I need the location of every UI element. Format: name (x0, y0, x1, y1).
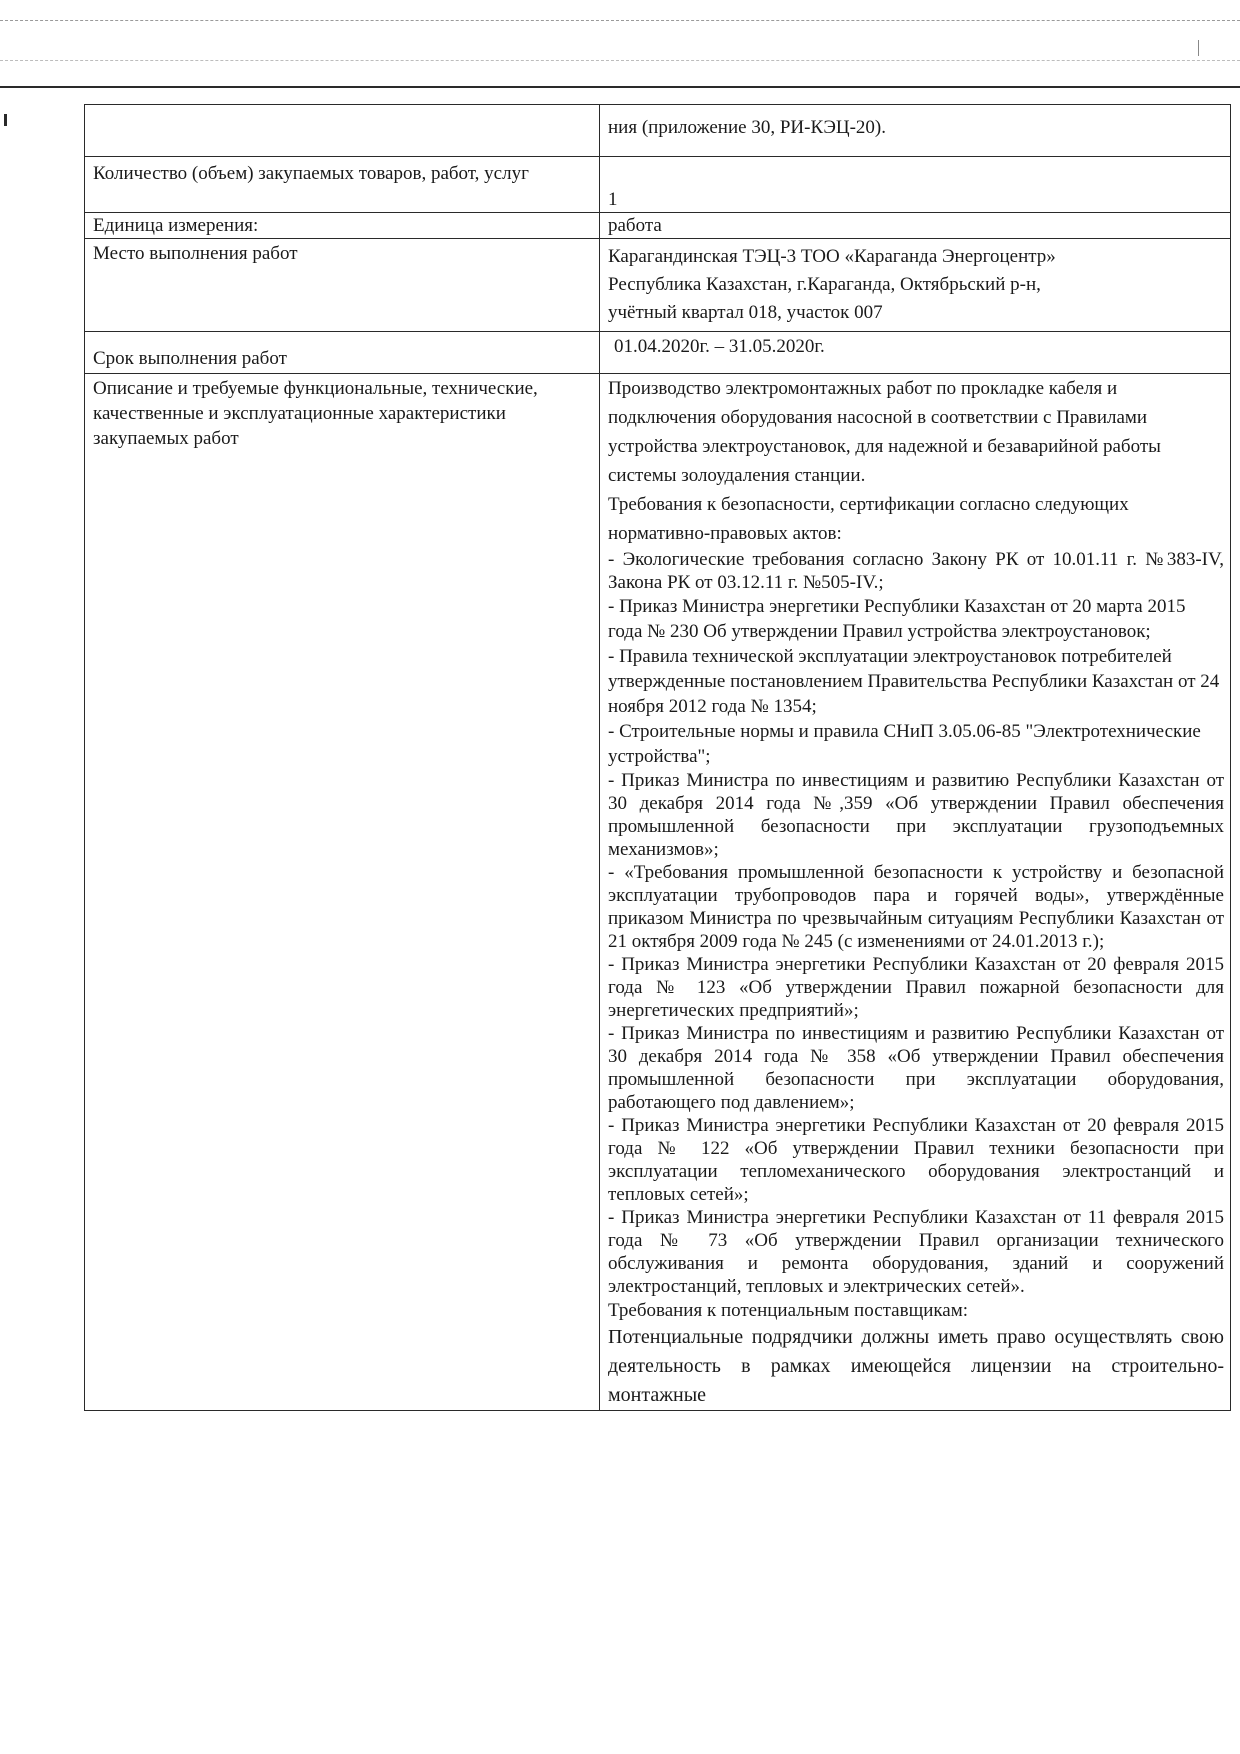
description-paragraph: Производство электромонтажных работ по прокладке кабеля и подключения оборудования насосной в соответствии с Правилами устройства электроустановок, для надежной и безаварийной работы системы золоудаления станции. (608, 378, 1161, 486)
description-paragraph: - Строительные нормы и правила СНиП 3.05.06-85 "Электротехнические устройства"; (608, 721, 1201, 767)
description-paragraph: - Приказ Министра по инвестициям и развитию Республики Казахстан от 30 декабря 2014 года № 358 «Об утверждении Правил обеспечения промышленной безопасности при эксплуатации оборудования, работающего под давлением»; (608, 1023, 1224, 1113)
row-label: Срок выполнения работ (85, 332, 600, 374)
row-value: 01.04.2020г. – 31.05.2020г. (600, 332, 1231, 374)
scan-mark (1198, 40, 1199, 56)
row-label: Единица измерения: (85, 213, 600, 239)
description-value (600, 374, 1231, 1411)
row-label (85, 105, 600, 157)
page-top-rule (0, 86, 1240, 88)
row-value: ния (приложение 30, РИ-КЭЦ-20). (600, 105, 1231, 157)
description-paragraph: - Экологические требования согласно Закону РК от 10.01.11 г. №383-IV, Закона РК от 03.12.11 г. №505-IV.; (608, 549, 1224, 593)
description-paragraph: - Приказ Министра энергетики Республики Казахстан от 20 марта 2015 года № 230 Об утверждении Правил устройства электроустановок; (608, 596, 1186, 642)
scan-edge-line (0, 20, 1240, 21)
scan-edge-line (0, 60, 1240, 61)
description-paragraph: - Приказ Министра энергетики Республики Казахстан от 20 февраля 2015 года № 123 «Об утверждении Правил пожарной безопасности для энергетических предприятий»; (608, 954, 1224, 1021)
row-label: Описание и требуемые функциональные, технические, качественные и эксплуатационные характеристики закупаемых работ (85, 374, 600, 1411)
description-paragraph: Требования к потенциальным поставщикам: (608, 1300, 969, 1321)
table-row (85, 213, 1231, 239)
table-row (85, 332, 1231, 374)
scan-mark (4, 114, 7, 126)
description-paragraph: - «Требования промышленной безопасности к устройству и безопасной эксплуатации трубопроводов пара и горячей воды», утверждённые приказом Министра по чрезвычайным ситуациям Республики Казахстан от 21 октября 2009 года № 245 (с изменениями от 24.01.2013 г.); (608, 862, 1224, 952)
place-line: Республика Казахстан, г.Караганда, Октябрьский р-н, (608, 274, 1041, 295)
place-line: учётный квартал 018, участок 007 (608, 302, 883, 323)
row-label: Место выполнения работ (85, 239, 600, 332)
row-value: работа (600, 213, 1231, 239)
description-paragraph: - Правила технической эксплуатации электроустановок потребителей утвержденные постановлением Правительства Республики Казахстан от 24 ноября 2012 года № 1354; (608, 646, 1220, 717)
row-label: Количество (объем) закупаемых товаров, работ, услуг (85, 157, 600, 213)
row-value (600, 239, 1231, 332)
row-value: 1 (600, 157, 1231, 213)
table-row (85, 374, 1231, 1411)
description-paragraph: - Приказ Министра энергетики Республики Казахстан от 11 февраля 2015 года № 73 «Об утверждении Правил организации технического обслуживания и ремонта оборудования, зданий и сооружений электростанций, тепловых и электрических сетей». (608, 1207, 1224, 1297)
table-row (85, 105, 1231, 157)
place-line: Карагандинская ТЭЦ-3 ТОО «Караганда Энергоцентр» (608, 246, 1056, 267)
description-paragraph: - Приказ Министра энергетики Республики Казахстан от 20 февраля 2015 года № 122 «Об утверждении Правил техники безопасности при эксплуатации тепломеханического оборудования электростанций и тепловых сетей»; (608, 1115, 1224, 1205)
description-paragraph: - Приказ Министра по инвестициям и развитию Республики Казахстан от 30 декабря 2014 года №,359 «Об утверждении Правил обеспечения промышленной безопасности при эксплуатации грузоподъемных механизмов»; (608, 770, 1224, 860)
table-row (85, 239, 1231, 332)
specification-table (84, 104, 1231, 1411)
description-paragraph: Потенциальные подрядчики должны иметь право осуществлять свою деятельность в рамках имеющейся лицензии на строительно-монтажные (608, 1326, 1224, 1406)
description-paragraph: Требования к безопасности, сертификации согласно следующих нормативно-правовых актов: (608, 494, 1129, 544)
table-row (85, 157, 1231, 213)
